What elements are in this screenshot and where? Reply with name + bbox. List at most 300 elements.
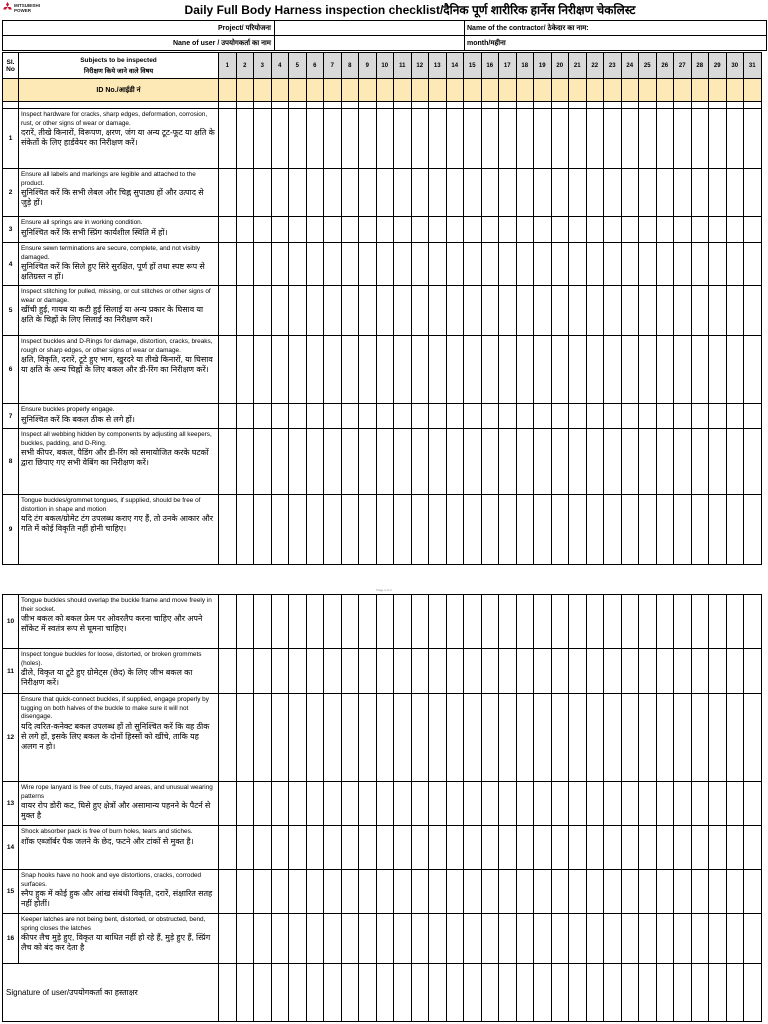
day-check-cell-25[interactable]	[639, 782, 657, 826]
day-check-cell-21[interactable]	[569, 429, 587, 495]
day-check-cell-22[interactable]	[586, 826, 604, 870]
day-check-cell-24[interactable]	[621, 336, 639, 404]
day-check-cell-17[interactable]	[499, 495, 517, 565]
day-check-cell-1[interactable]	[219, 914, 237, 964]
day-check-cell-28[interactable]	[691, 243, 709, 286]
day-check-cell-10[interactable]	[376, 217, 394, 243]
day-check-cell-25[interactable]	[639, 429, 657, 495]
day-check-cell-2[interactable]	[236, 649, 254, 694]
day-check-cell-14[interactable]	[446, 595, 464, 649]
day-check-cell-20[interactable]	[551, 286, 569, 336]
day-check-cell-7[interactable]	[324, 429, 342, 495]
day-check-cell-31[interactable]	[744, 826, 762, 870]
day-check-cell-17[interactable]	[499, 694, 517, 782]
day-check-cell-14[interactable]	[446, 109, 464, 169]
id-cell-1[interactable]	[219, 79, 237, 102]
day-check-cell-19[interactable]	[534, 595, 552, 649]
day-check-cell-23[interactable]	[604, 595, 622, 649]
day-check-cell-14[interactable]	[446, 286, 464, 336]
day-check-cell-16[interactable]	[481, 649, 499, 694]
day-check-cell-17[interactable]	[499, 914, 517, 964]
day-check-cell-27[interactable]	[674, 169, 692, 217]
day-check-cell-31[interactable]	[744, 914, 762, 964]
day-check-cell-7[interactable]	[324, 595, 342, 649]
day-check-cell-17[interactable]	[499, 336, 517, 404]
day-check-cell-12[interactable]	[411, 649, 429, 694]
day-check-cell-26[interactable]	[656, 694, 674, 782]
id-cell-23[interactable]	[604, 79, 622, 102]
day-check-cell-22[interactable]	[586, 109, 604, 169]
day-check-cell-23[interactable]	[604, 429, 622, 495]
day-check-cell-13[interactable]	[429, 595, 447, 649]
day-check-cell-22[interactable]	[586, 914, 604, 964]
day-check-cell-31[interactable]	[744, 595, 762, 649]
day-check-cell-10[interactable]	[376, 595, 394, 649]
day-check-cell-11[interactable]	[394, 826, 412, 870]
day-check-cell-11[interactable]	[394, 495, 412, 565]
day-check-cell-2[interactable]	[236, 286, 254, 336]
id-cell-6[interactable]	[306, 79, 324, 102]
day-check-cell-13[interactable]	[429, 495, 447, 565]
day-check-cell-13[interactable]	[429, 826, 447, 870]
day-check-cell-11[interactable]	[394, 109, 412, 169]
day-check-cell-6[interactable]	[306, 286, 324, 336]
signature-cell-11[interactable]	[394, 964, 412, 1022]
day-check-cell-21[interactable]	[569, 109, 587, 169]
day-check-cell-19[interactable]	[534, 404, 552, 429]
day-check-cell-1[interactable]	[219, 336, 237, 404]
day-check-cell-16[interactable]	[481, 336, 499, 404]
day-check-cell-19[interactable]	[534, 649, 552, 694]
day-check-cell-6[interactable]	[306, 826, 324, 870]
day-check-cell-19[interactable]	[534, 694, 552, 782]
day-check-cell-9[interactable]	[359, 782, 377, 826]
day-check-cell-17[interactable]	[499, 243, 517, 286]
day-check-cell-10[interactable]	[376, 169, 394, 217]
day-check-cell-10[interactable]	[376, 870, 394, 914]
day-check-cell-24[interactable]	[621, 217, 639, 243]
day-check-cell-13[interactable]	[429, 169, 447, 217]
signature-cell-13[interactable]	[429, 964, 447, 1022]
day-check-cell-12[interactable]	[411, 694, 429, 782]
day-check-cell-7[interactable]	[324, 495, 342, 565]
day-check-cell-9[interactable]	[359, 649, 377, 694]
day-check-cell-9[interactable]	[359, 914, 377, 964]
day-check-cell-7[interactable]	[324, 649, 342, 694]
day-check-cell-18[interactable]	[516, 169, 534, 217]
day-check-cell-7[interactable]	[324, 336, 342, 404]
day-check-cell-17[interactable]	[499, 169, 517, 217]
day-check-cell-19[interactable]	[534, 870, 552, 914]
day-check-cell-8[interactable]	[341, 870, 359, 914]
day-check-cell-22[interactable]	[586, 336, 604, 404]
day-check-cell-8[interactable]	[341, 495, 359, 565]
day-check-cell-19[interactable]	[534, 286, 552, 336]
day-check-cell-21[interactable]	[569, 914, 587, 964]
id-cell-5[interactable]	[289, 79, 307, 102]
day-check-cell-6[interactable]	[306, 429, 324, 495]
day-check-cell-23[interactable]	[604, 217, 622, 243]
day-check-cell-25[interactable]	[639, 404, 657, 429]
day-check-cell-15[interactable]	[464, 694, 482, 782]
day-check-cell-6[interactable]	[306, 870, 324, 914]
day-check-cell-13[interactable]	[429, 243, 447, 286]
id-cell-13[interactable]	[429, 79, 447, 102]
day-check-cell-8[interactable]	[341, 914, 359, 964]
day-check-cell-17[interactable]	[499, 109, 517, 169]
day-check-cell-4[interactable]	[271, 217, 289, 243]
day-check-cell-31[interactable]	[744, 109, 762, 169]
day-check-cell-7[interactable]	[324, 217, 342, 243]
day-check-cell-29[interactable]	[709, 286, 727, 336]
day-check-cell-7[interactable]	[324, 243, 342, 286]
day-check-cell-6[interactable]	[306, 404, 324, 429]
signature-cell-12[interactable]	[411, 964, 429, 1022]
day-check-cell-26[interactable]	[656, 243, 674, 286]
day-check-cell-24[interactable]	[621, 169, 639, 217]
day-check-cell-27[interactable]	[674, 109, 692, 169]
day-check-cell-11[interactable]	[394, 169, 412, 217]
day-check-cell-5[interactable]	[289, 495, 307, 565]
day-check-cell-9[interactable]	[359, 169, 377, 217]
id-cell-15[interactable]	[464, 79, 482, 102]
user-name-field[interactable]	[275, 36, 465, 51]
day-check-cell-29[interactable]	[709, 495, 727, 565]
day-check-cell-20[interactable]	[551, 429, 569, 495]
day-check-cell-25[interactable]	[639, 914, 657, 964]
day-check-cell-27[interactable]	[674, 782, 692, 826]
day-check-cell-9[interactable]	[359, 243, 377, 286]
day-check-cell-17[interactable]	[499, 649, 517, 694]
day-check-cell-31[interactable]	[744, 286, 762, 336]
id-cell-9[interactable]	[359, 79, 377, 102]
day-check-cell-13[interactable]	[429, 336, 447, 404]
day-check-cell-30[interactable]	[726, 649, 744, 694]
day-check-cell-22[interactable]	[586, 286, 604, 336]
day-check-cell-18[interactable]	[516, 286, 534, 336]
day-check-cell-14[interactable]	[446, 870, 464, 914]
day-check-cell-16[interactable]	[481, 495, 499, 565]
day-check-cell-12[interactable]	[411, 169, 429, 217]
day-check-cell-16[interactable]	[481, 914, 499, 964]
day-check-cell-25[interactable]	[639, 286, 657, 336]
day-check-cell-26[interactable]	[656, 109, 674, 169]
day-check-cell-8[interactable]	[341, 169, 359, 217]
signature-cell-18[interactable]	[516, 964, 534, 1022]
day-check-cell-17[interactable]	[499, 217, 517, 243]
id-cell-30[interactable]	[726, 79, 744, 102]
day-check-cell-19[interactable]	[534, 782, 552, 826]
signature-cell-7[interactable]	[324, 964, 342, 1022]
day-check-cell-8[interactable]	[341, 826, 359, 870]
day-check-cell-19[interactable]	[534, 826, 552, 870]
day-check-cell-27[interactable]	[674, 694, 692, 782]
day-check-cell-21[interactable]	[569, 286, 587, 336]
day-check-cell-26[interactable]	[656, 826, 674, 870]
day-check-cell-21[interactable]	[569, 404, 587, 429]
day-check-cell-16[interactable]	[481, 595, 499, 649]
id-cell-14[interactable]	[446, 79, 464, 102]
signature-cell-31[interactable]	[744, 964, 762, 1022]
day-check-cell-27[interactable]	[674, 649, 692, 694]
day-check-cell-4[interactable]	[271, 243, 289, 286]
day-check-cell-21[interactable]	[569, 870, 587, 914]
day-check-cell-7[interactable]	[324, 870, 342, 914]
day-check-cell-3[interactable]	[254, 404, 272, 429]
day-check-cell-14[interactable]	[446, 243, 464, 286]
day-check-cell-28[interactable]	[691, 649, 709, 694]
day-check-cell-24[interactable]	[621, 914, 639, 964]
day-check-cell-15[interactable]	[464, 595, 482, 649]
day-check-cell-2[interactable]	[236, 495, 254, 565]
day-check-cell-11[interactable]	[394, 243, 412, 286]
day-check-cell-15[interactable]	[464, 826, 482, 870]
day-check-cell-13[interactable]	[429, 782, 447, 826]
day-check-cell-9[interactable]	[359, 694, 377, 782]
signature-cell-26[interactable]	[656, 964, 674, 1022]
day-check-cell-1[interactable]	[219, 870, 237, 914]
day-check-cell-17[interactable]	[499, 870, 517, 914]
day-check-cell-4[interactable]	[271, 286, 289, 336]
day-check-cell-30[interactable]	[726, 870, 744, 914]
day-check-cell-28[interactable]	[691, 286, 709, 336]
day-check-cell-27[interactable]	[674, 404, 692, 429]
id-cell-2[interactable]	[236, 79, 254, 102]
day-check-cell-31[interactable]	[744, 404, 762, 429]
day-check-cell-13[interactable]	[429, 109, 447, 169]
signature-cell-1[interactable]	[219, 964, 237, 1022]
day-check-cell-24[interactable]	[621, 243, 639, 286]
day-check-cell-25[interactable]	[639, 495, 657, 565]
day-check-cell-6[interactable]	[306, 595, 324, 649]
day-check-cell-8[interactable]	[341, 595, 359, 649]
day-check-cell-3[interactable]	[254, 429, 272, 495]
day-check-cell-16[interactable]	[481, 243, 499, 286]
day-check-cell-30[interactable]	[726, 109, 744, 169]
signature-cell-17[interactable]	[499, 964, 517, 1022]
day-check-cell-27[interactable]	[674, 336, 692, 404]
day-check-cell-24[interactable]	[621, 109, 639, 169]
day-check-cell-16[interactable]	[481, 109, 499, 169]
day-check-cell-21[interactable]	[569, 495, 587, 565]
day-check-cell-23[interactable]	[604, 694, 622, 782]
day-check-cell-1[interactable]	[219, 404, 237, 429]
day-check-cell-2[interactable]	[236, 169, 254, 217]
day-check-cell-22[interactable]	[586, 782, 604, 826]
day-check-cell-22[interactable]	[586, 404, 604, 429]
day-check-cell-6[interactable]	[306, 169, 324, 217]
day-check-cell-5[interactable]	[289, 404, 307, 429]
day-check-cell-31[interactable]	[744, 694, 762, 782]
day-check-cell-1[interactable]	[219, 649, 237, 694]
day-check-cell-2[interactable]	[236, 404, 254, 429]
id-cell-17[interactable]	[499, 79, 517, 102]
day-check-cell-31[interactable]	[744, 649, 762, 694]
day-check-cell-23[interactable]	[604, 336, 622, 404]
day-check-cell-3[interactable]	[254, 595, 272, 649]
day-check-cell-20[interactable]	[551, 914, 569, 964]
day-check-cell-12[interactable]	[411, 217, 429, 243]
day-check-cell-4[interactable]	[271, 649, 289, 694]
id-cell-11[interactable]	[394, 79, 412, 102]
day-check-cell-6[interactable]	[306, 336, 324, 404]
day-check-cell-30[interactable]	[726, 243, 744, 286]
day-check-cell-29[interactable]	[709, 217, 727, 243]
day-check-cell-5[interactable]	[289, 826, 307, 870]
signature-cell-19[interactable]	[534, 964, 552, 1022]
signature-cell-9[interactable]	[359, 964, 377, 1022]
day-check-cell-29[interactable]	[709, 914, 727, 964]
day-check-cell-3[interactable]	[254, 870, 272, 914]
day-check-cell-15[interactable]	[464, 336, 482, 404]
day-check-cell-20[interactable]	[551, 649, 569, 694]
day-check-cell-24[interactable]	[621, 404, 639, 429]
day-check-cell-15[interactable]	[464, 169, 482, 217]
id-cell-29[interactable]	[709, 79, 727, 102]
day-check-cell-17[interactable]	[499, 429, 517, 495]
day-check-cell-2[interactable]	[236, 870, 254, 914]
day-check-cell-2[interactable]	[236, 595, 254, 649]
day-check-cell-13[interactable]	[429, 286, 447, 336]
day-check-cell-28[interactable]	[691, 826, 709, 870]
day-check-cell-31[interactable]	[744, 243, 762, 286]
signature-cell-21[interactable]	[569, 964, 587, 1022]
day-check-cell-12[interactable]	[411, 286, 429, 336]
day-check-cell-14[interactable]	[446, 694, 464, 782]
day-check-cell-12[interactable]	[411, 782, 429, 826]
day-check-cell-28[interactable]	[691, 782, 709, 826]
day-check-cell-26[interactable]	[656, 404, 674, 429]
day-check-cell-11[interactable]	[394, 336, 412, 404]
day-check-cell-11[interactable]	[394, 595, 412, 649]
day-check-cell-28[interactable]	[691, 914, 709, 964]
day-check-cell-1[interactable]	[219, 429, 237, 495]
day-check-cell-19[interactable]	[534, 914, 552, 964]
day-check-cell-9[interactable]	[359, 109, 377, 169]
day-check-cell-24[interactable]	[621, 694, 639, 782]
id-cell-7[interactable]	[324, 79, 342, 102]
day-check-cell-9[interactable]	[359, 595, 377, 649]
id-cell-20[interactable]	[551, 79, 569, 102]
day-check-cell-4[interactable]	[271, 495, 289, 565]
day-check-cell-2[interactable]	[236, 694, 254, 782]
day-check-cell-4[interactable]	[271, 336, 289, 404]
day-check-cell-5[interactable]	[289, 649, 307, 694]
day-check-cell-1[interactable]	[219, 495, 237, 565]
day-check-cell-18[interactable]	[516, 694, 534, 782]
day-check-cell-21[interactable]	[569, 782, 587, 826]
day-check-cell-1[interactable]	[219, 694, 237, 782]
day-check-cell-14[interactable]	[446, 429, 464, 495]
day-check-cell-28[interactable]	[691, 109, 709, 169]
day-check-cell-29[interactable]	[709, 404, 727, 429]
day-check-cell-5[interactable]	[289, 782, 307, 826]
day-check-cell-30[interactable]	[726, 914, 744, 964]
day-check-cell-9[interactable]	[359, 217, 377, 243]
day-check-cell-5[interactable]	[289, 169, 307, 217]
signature-cell-3[interactable]	[254, 964, 272, 1022]
day-check-cell-3[interactable]	[254, 217, 272, 243]
day-check-cell-6[interactable]	[306, 243, 324, 286]
day-check-cell-23[interactable]	[604, 404, 622, 429]
day-check-cell-11[interactable]	[394, 286, 412, 336]
day-check-cell-10[interactable]	[376, 694, 394, 782]
day-check-cell-26[interactable]	[656, 286, 674, 336]
project-field[interactable]	[275, 21, 465, 36]
day-check-cell-15[interactable]	[464, 109, 482, 169]
day-check-cell-19[interactable]	[534, 109, 552, 169]
day-check-cell-24[interactable]	[621, 782, 639, 826]
day-check-cell-22[interactable]	[586, 495, 604, 565]
day-check-cell-5[interactable]	[289, 694, 307, 782]
day-check-cell-25[interactable]	[639, 595, 657, 649]
day-check-cell-18[interactable]	[516, 595, 534, 649]
day-check-cell-2[interactable]	[236, 336, 254, 404]
day-check-cell-25[interactable]	[639, 826, 657, 870]
day-check-cell-29[interactable]	[709, 109, 727, 169]
day-check-cell-26[interactable]	[656, 649, 674, 694]
day-check-cell-16[interactable]	[481, 404, 499, 429]
day-check-cell-27[interactable]	[674, 243, 692, 286]
day-check-cell-28[interactable]	[691, 429, 709, 495]
signature-cell-30[interactable]	[726, 964, 744, 1022]
day-check-cell-17[interactable]	[499, 404, 517, 429]
day-check-cell-8[interactable]	[341, 336, 359, 404]
day-check-cell-19[interactable]	[534, 169, 552, 217]
day-check-cell-14[interactable]	[446, 336, 464, 404]
day-check-cell-25[interactable]	[639, 243, 657, 286]
day-check-cell-9[interactable]	[359, 826, 377, 870]
day-check-cell-25[interactable]	[639, 217, 657, 243]
day-check-cell-9[interactable]	[359, 336, 377, 404]
day-check-cell-9[interactable]	[359, 870, 377, 914]
id-cell-19[interactable]	[534, 79, 552, 102]
day-check-cell-29[interactable]	[709, 336, 727, 404]
day-check-cell-22[interactable]	[586, 595, 604, 649]
id-cell-3[interactable]	[254, 79, 272, 102]
day-check-cell-14[interactable]	[446, 649, 464, 694]
signature-cell-5[interactable]	[289, 964, 307, 1022]
day-check-cell-21[interactable]	[569, 217, 587, 243]
day-check-cell-11[interactable]	[394, 429, 412, 495]
day-check-cell-3[interactable]	[254, 169, 272, 217]
day-check-cell-23[interactable]	[604, 286, 622, 336]
day-check-cell-10[interactable]	[376, 336, 394, 404]
id-cell-8[interactable]	[341, 79, 359, 102]
day-check-cell-29[interactable]	[709, 169, 727, 217]
day-check-cell-25[interactable]	[639, 649, 657, 694]
day-check-cell-10[interactable]	[376, 914, 394, 964]
day-check-cell-31[interactable]	[744, 782, 762, 826]
day-check-cell-27[interactable]	[674, 595, 692, 649]
day-check-cell-28[interactable]	[691, 595, 709, 649]
day-check-cell-10[interactable]	[376, 826, 394, 870]
day-check-cell-15[interactable]	[464, 243, 482, 286]
day-check-cell-30[interactable]	[726, 404, 744, 429]
day-check-cell-10[interactable]	[376, 404, 394, 429]
id-cell-31[interactable]	[744, 79, 762, 102]
day-check-cell-18[interactable]	[516, 870, 534, 914]
day-check-cell-17[interactable]	[499, 826, 517, 870]
day-check-cell-1[interactable]	[219, 217, 237, 243]
day-check-cell-21[interactable]	[569, 826, 587, 870]
day-check-cell-23[interactable]	[604, 870, 622, 914]
id-cell-18[interactable]	[516, 79, 534, 102]
day-check-cell-21[interactable]	[569, 595, 587, 649]
day-check-cell-16[interactable]	[481, 169, 499, 217]
day-check-cell-15[interactable]	[464, 782, 482, 826]
day-check-cell-8[interactable]	[341, 649, 359, 694]
